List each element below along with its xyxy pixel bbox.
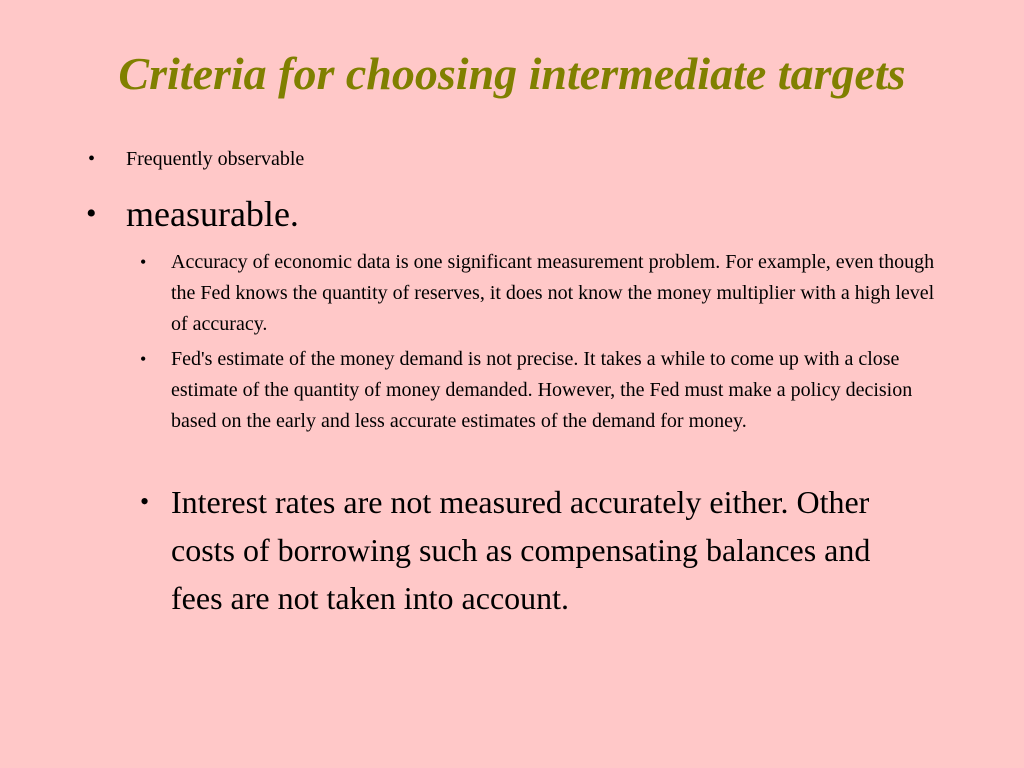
bullet-marker-icon: • [140, 252, 147, 272]
sub-bullet-money-demand [140, 344, 940, 437]
bullet-measurable [86, 192, 966, 236]
sub-bullet-data-accuracy [140, 247, 940, 340]
bullet-frequently-observable [88, 146, 968, 172]
bullet-marker-icon: • [140, 349, 147, 369]
sub-bullet-interest-rates [140, 478, 920, 622]
bullet-marker-icon: • [88, 148, 96, 170]
bullet-text: Accuracy of economic data is one significant measurement problem. For example, even though the Fed knows the quantity of reserves, it does not know the money multiplier with a high level of accuracy. [171, 251, 935, 335]
bullet-text: Interest rates are not measured accurately either. Other costs of borrowing such as compensating balances and fees are not taken into account. [171, 484, 871, 616]
bullet-text: measurable. [126, 194, 299, 234]
bullet-text: Frequently observable [126, 148, 305, 170]
bullet-text: Fed's estimate of the money demand is not precise. It takes a while to come up with a close estimate of the quantity of money demanded. However, the Fed must make a policy decision based on the early and less accurate estimates of the demand for money. [171, 348, 913, 432]
slide-title: Criteria for choosing intermediate targets [118, 48, 906, 99]
bullet-marker-icon: • [86, 197, 97, 230]
bullet-marker-icon: • [140, 487, 150, 516]
